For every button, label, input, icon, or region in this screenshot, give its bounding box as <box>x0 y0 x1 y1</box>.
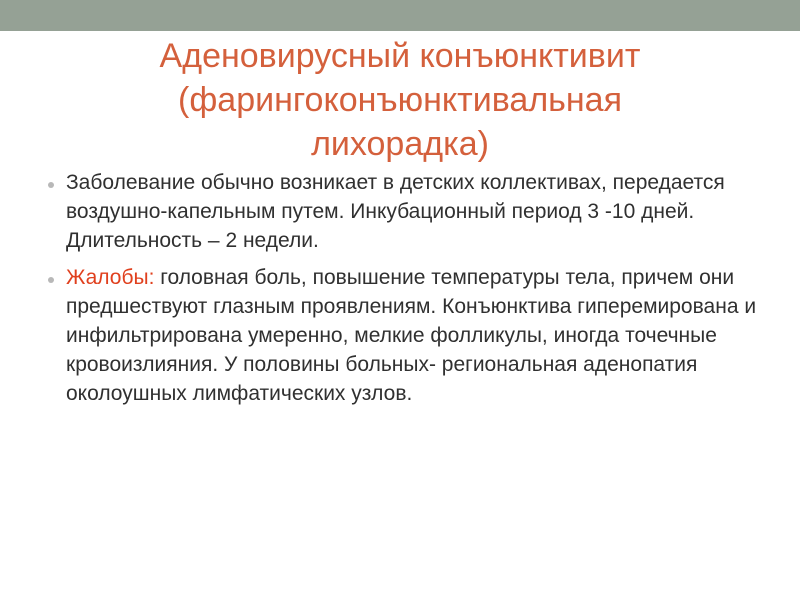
bullet-text: головная боль, повышение температуры тела, причем они предшествуют глазным проявлениям. Конъюнктива гиперемирована и инфильтрирована умеренно, мелкие фолликулы, иногда точечные кровоизлияния. У половины больных- региональная аденопатия околоушных лимфатических узлов. <box>66 266 757 405</box>
title-line-1: Аденовирусный конъюнктивит <box>159 37 641 75</box>
bullet-dot-icon <box>48 277 54 283</box>
bullet-list <box>48 168 768 416</box>
top-accent-bar <box>0 0 800 31</box>
bullet-text: Заболевание обычно возникает в детских коллективах, передается воздушно-капельным путем. Инкубационный период 3 -10 дней. Длительность – 2 недели. <box>66 171 725 252</box>
slide-title <box>0 34 800 166</box>
bullet-item-complaints <box>48 263 768 408</box>
bullet-dot-icon <box>48 182 54 188</box>
title-line-3: лихорадка) <box>311 125 489 163</box>
bullet-item-description <box>48 168 768 255</box>
complaints-term: Жалобы: <box>66 266 155 289</box>
title-line-2: (фарингоконъюнктивальная <box>178 81 622 119</box>
